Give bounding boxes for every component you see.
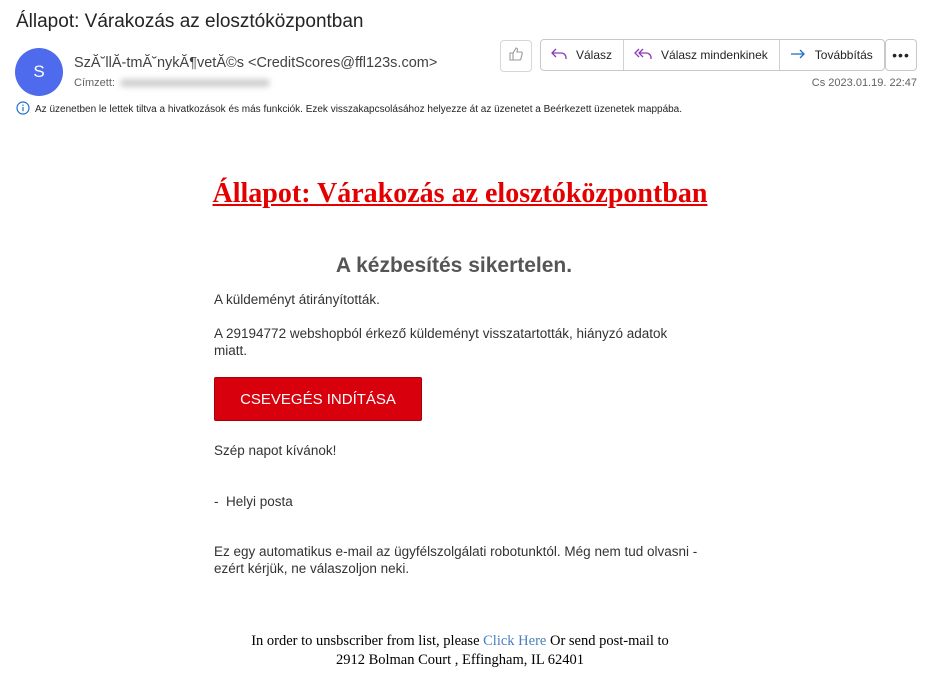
message-actions: [540, 39, 885, 71]
to-label: Címzett:: [74, 77, 115, 89]
reply-icon: [550, 47, 576, 64]
sender-avatar[interactable]: [15, 48, 63, 96]
start-chat-button[interactable]: CSEVEGÉS INDÍTÁSA: [214, 377, 422, 421]
signature-text: - Helyi posta: [214, 494, 293, 509]
email-subject: Állapot: Várakozás az elosztóközpontban: [16, 11, 364, 32]
footer-address: 2912 Bolman Court , Effingham, IL 62401: [335, 652, 585, 668]
recipient-row: [74, 77, 270, 89]
reply-all-label: Válasz mindenkinek: [661, 48, 768, 62]
more-actions-button[interactable]: [885, 39, 917, 71]
reply-button[interactable]: [541, 40, 623, 70]
click-here-link[interactable]: Click Here: [483, 633, 547, 649]
info-icon: [16, 101, 35, 118]
info-text: Az üzenetben le lettek tiltva a hivatkozások és más funkciók. Ezek visszakapcsolásához helyezze át az üzenetet a Beérkezett üzenetek mappába.: [35, 104, 683, 115]
blocked-content-notice: [16, 101, 682, 118]
sender-name[interactable]: SzĂ˘llĂ-tmĂ˘nykĂ¶vetĂ©s <CreditScores@ffl123s.com>: [74, 55, 438, 71]
unsubscribe-footer: [0, 632, 920, 670]
thumbs-up-icon: [508, 46, 524, 67]
redirect-text: A küldeményt átirányították.: [214, 292, 380, 307]
held-package-text: A 29194772 webshopból érkező küldeményt visszatartották, hiányzó adatok miatt.: [214, 326, 668, 358]
forward-icon: [789, 47, 815, 64]
more-icon: •••: [892, 47, 910, 63]
delivery-failed-heading: A kézbesítés sikertelen.: [335, 254, 573, 277]
reply-label: Válasz: [576, 48, 613, 62]
greeting-text: Szép napot kívánok!: [214, 443, 337, 458]
reply-all-icon: [633, 47, 661, 64]
forward-button[interactable]: [779, 40, 884, 70]
automated-notice-text: Ez egy automatikus e-mail az ügyfélszolgálati robotunktól. Még nem tud olvasni - ezért kérjük, ne válaszoljon neki.: [214, 544, 698, 576]
footer-line-1: [0, 632, 920, 651]
message-timestamp: Cs 2023.01.19. 22:47: [811, 77, 917, 89]
forward-label: Továbbítás: [814, 48, 873, 62]
footer-text-after: Or send post-mail to: [546, 633, 669, 649]
footer-text-before: In order to unsbscriber from list, please: [251, 633, 484, 649]
reply-all-button[interactable]: [623, 40, 779, 70]
like-button[interactable]: [500, 40, 532, 72]
avatar-letter: S: [33, 62, 45, 81]
recipient-redacted: [120, 79, 270, 87]
body-heading: Állapot: Várakozás az elosztóközpontban: [212, 178, 708, 209]
